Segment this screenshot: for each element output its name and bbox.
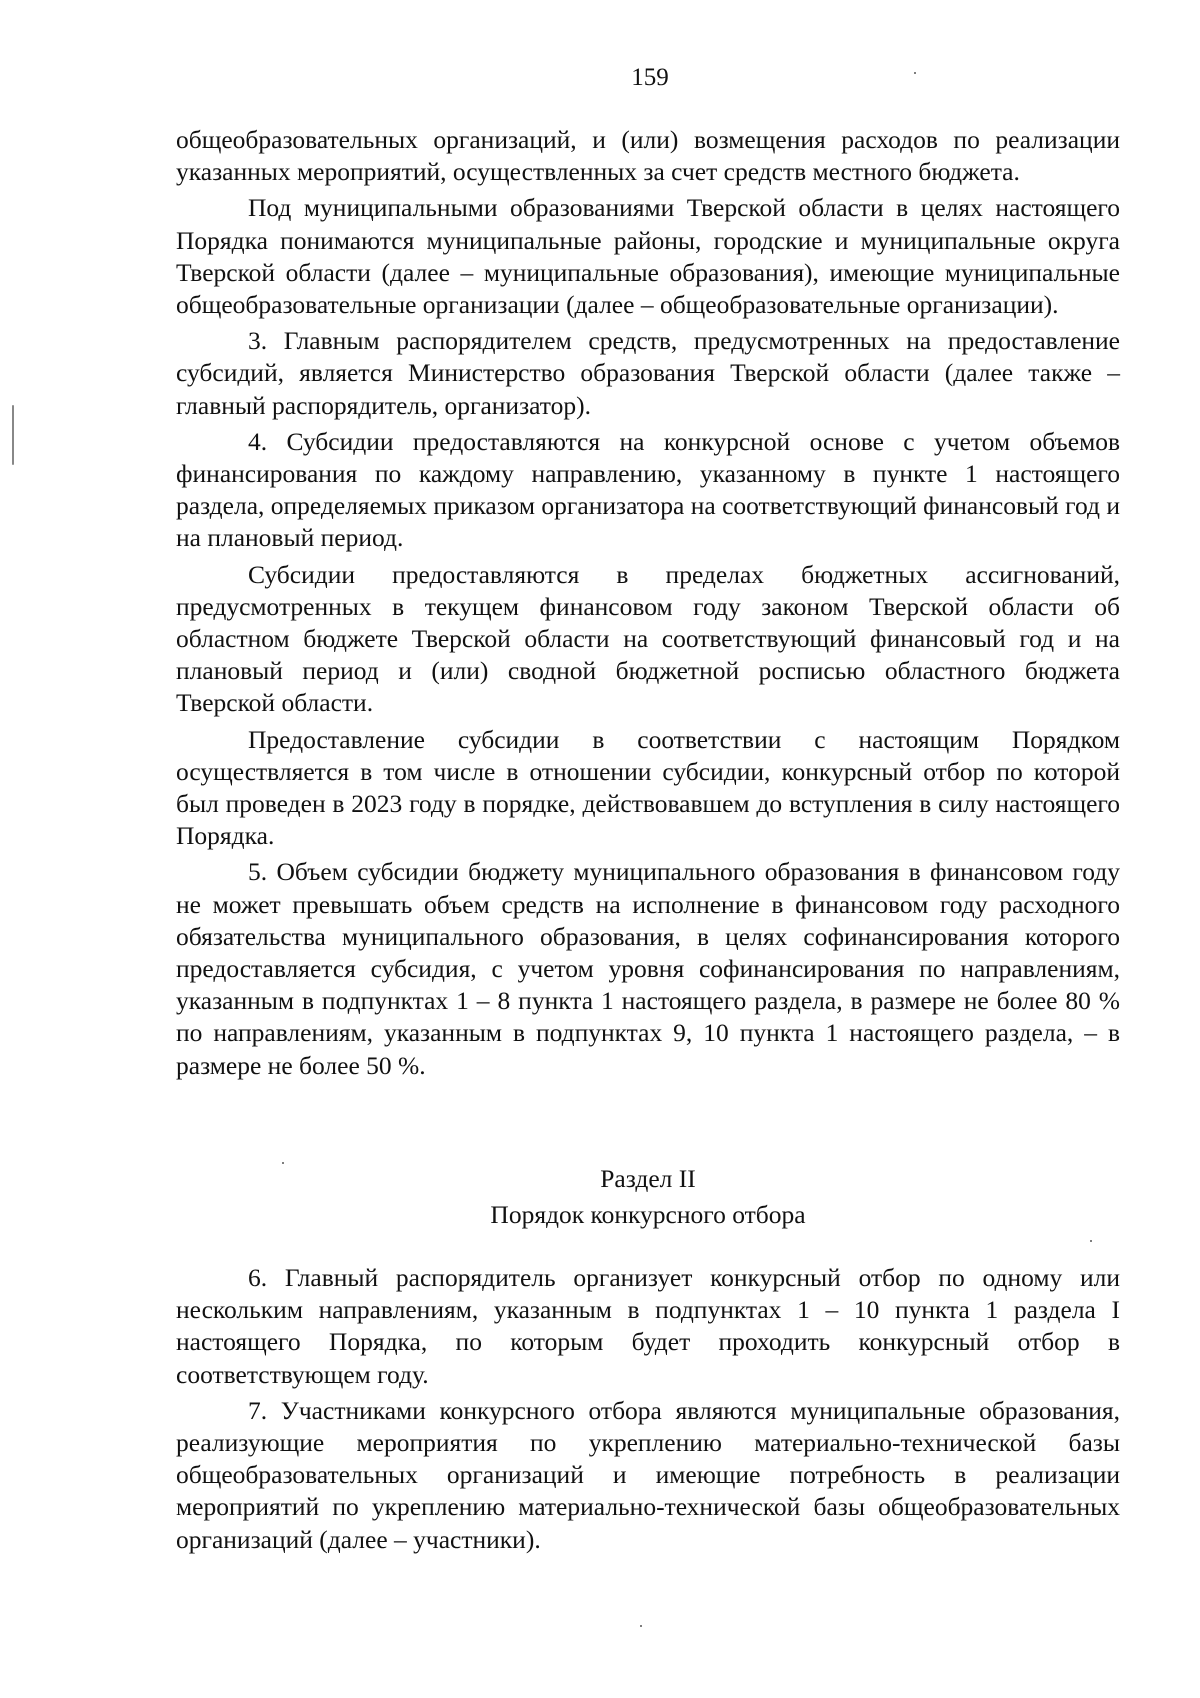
body-text-bottom	[176, 1262, 1120, 1560]
paragraph-item-6: 6. Главный распорядитель организует конкурсный отбор по одному или нескольким направлениям, указанным в подпунктах 1 – 10 пункта 1 раздела I настоящего Порядка, по которым будет проходить конкурсный отбор в соответствующем году.	[176, 1263, 1120, 1389]
section-title: Порядок конкурсного отбора	[490, 1200, 806, 1229]
paragraph-item-4: 4. Субсидии предоставляются на конкурсной основе с учетом объемов финансирования по каждому направлению, указанному в пункте 1 настоящего раздела, определяемых приказом организатора на соответствующий финансовый год и на плановый период.	[176, 426, 1120, 553]
scan-edge-mark	[12, 405, 14, 465]
scan-speck	[640, 1625, 642, 1627]
paragraph: Под муниципальными образованиями Тверской области в целях настоящего Порядка понимаются муниципальные районы, городские и муниципальные округа Тверской области (далее – муниципальные образования), имеющие муниципальные общеобразовательные организации (далее – общеобразовательные организации).	[176, 193, 1120, 320]
body-text-top	[176, 124, 1120, 1086]
paragraph-item-3: 3. Главным распорядителем средств, предусмотренных на предоставление субсидий, является Министерство образования Тверской области (далее также – главный распорядитель, организатор).	[176, 326, 1120, 420]
paragraph-item-7: 7. Участниками конкурсного отбора являются муниципальные образования, реализующие мероприятия по укреплению материально-технической базы общеобразовательных организаций и имеющие потребность в реализации мероприятий по укреплению материально-технической базы общеобразовательных организаций (далее – участники).	[176, 1395, 1120, 1554]
paragraph-continuation: общеобразовательных организаций, и (или) возмещения расходов по реализации указанных мероприятий, осуществленных за счет средств местного бюджета.	[176, 125, 1120, 187]
scan-speck	[282, 1162, 284, 1164]
paragraph: Субсидии предоставляются в пределах бюджетных ассигнований, предусмотренных в текущем финансовом году законом Тверской области об областном бюджете Тверской области на соответствующий финансовый год и на плановый период и (или) сводной бюджетной росписью областного бюджета Тверской области.	[176, 559, 1120, 718]
scan-speck	[914, 72, 916, 74]
paragraph-item-5: 5. Объем субсидии бюджету муниципального образования в финансовом году не может превышать объем средств на исполнение в финансовом году расходного обязательства муниципального образования, в целях софинансирования которого предоставляется субсидия, с учетом уровня софинансирования по направлениям, указанным в подпунктах 1 – 8 пункта 1 настоящего раздела, в размере не более 80 % по направлениям, указанным в подпунктах 9, 10 пункта 1 настоящего раздела, – в размере не более 50 %.	[176, 857, 1120, 1080]
page-number: 159	[631, 64, 669, 91]
scan-speck	[1090, 1240, 1092, 1242]
section-number: Раздел II	[600, 1164, 696, 1193]
paragraph: Предоставление субсидии в соответствии с настоящим Порядком осуществляется в том числе в отношении субсидии, конкурсный отбор по которой был проведен в 2023 году в порядке, действовавшем до вступления в силу настоящего Порядка.	[176, 724, 1120, 851]
